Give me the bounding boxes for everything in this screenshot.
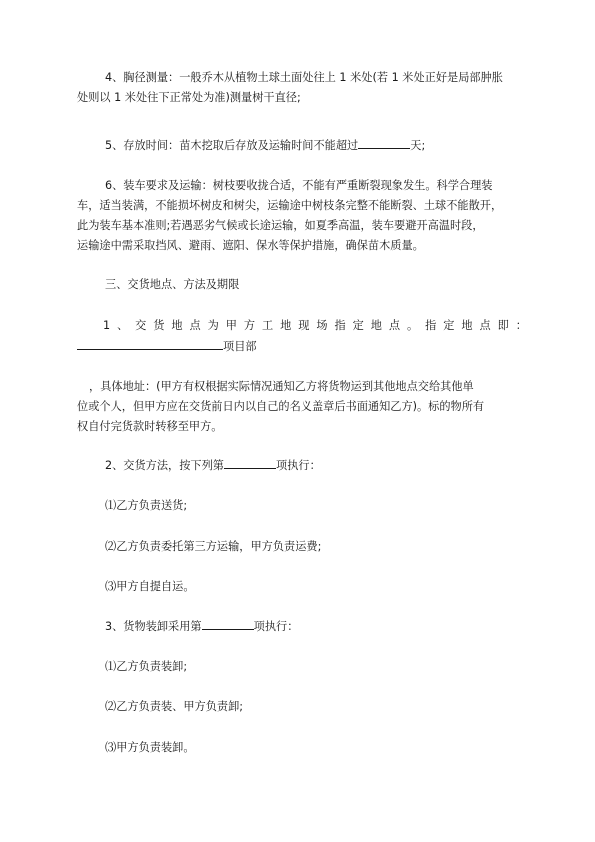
char: 。 <box>407 319 419 332</box>
char: 地 <box>280 319 292 332</box>
loading-option-2: ⑵乙方负责装、甲方负责卸; <box>105 700 244 713</box>
item-5-text-after: 天; <box>410 139 426 152</box>
char: 工 <box>262 319 274 332</box>
loading-option-3: ⑶甲方负责装卸。 <box>105 741 195 754</box>
item-5-storage-time <box>77 135 527 156</box>
char: 点 <box>388 319 401 332</box>
char: 指 <box>334 319 346 332</box>
delivery-place-line-1 <box>77 316 527 336</box>
char: 点 <box>189 319 201 332</box>
delivery-option-3: ⑶甲方自提自运。 <box>105 580 195 593</box>
delivery-method-after: 项执行： <box>276 459 321 472</box>
char: 地 <box>370 319 382 332</box>
delivery-method-clause <box>77 455 527 476</box>
section-three-heading: 三、交货地点、方法及期限 <box>105 278 240 291</box>
char: 现 <box>298 319 310 332</box>
char: 点 <box>479 319 491 332</box>
delivery-place-line-2 <box>77 336 527 357</box>
char: 为 <box>207 319 219 332</box>
delivery-place-paragraph <box>77 316 527 357</box>
char: 交 <box>135 319 147 332</box>
delivery-method-blank[interactable] <box>224 455 276 469</box>
item-6-line-1: 6、装车要求及运输：树枝要收拢合适，不能有严重断裂现象发生。科学合理装 <box>105 179 493 192</box>
item-4-line-1: 4、胸径测量：一般乔木从植物土球土面处往上 1 米处(若 1 米处正好是局部肿胀 <box>105 71 503 84</box>
loading-method-clause <box>77 616 527 637</box>
item-6-line-4: 运输途中需采取挡风、避雨、遮阳、保水等保护措施，确保苗木质量。 <box>77 239 424 252</box>
char: 地 <box>171 319 183 332</box>
address-line-3: 权自付完货款时转移至甲方。 <box>77 420 223 433</box>
char: 1 <box>103 319 111 332</box>
project-department-blank[interactable] <box>77 336 223 350</box>
specific-address-paragraph <box>77 377 527 437</box>
project-department-label: 项目部 <box>223 340 257 353</box>
delivery-option-2: ⑵乙方负责委托第三方运输，甲方负责运费; <box>105 540 322 553</box>
char: 地 <box>461 319 473 332</box>
item-4-chest-diameter <box>77 68 527 108</box>
item-5-text-before: 5、存放时间：苗木挖取后存放及运输时间不能超过 <box>105 139 359 152</box>
char: 定 <box>443 319 455 332</box>
item-6-line-3: 此为装车基本准则;若遇恶劣气候或长途运输，如夏季高温，装车要避开高温时段， <box>77 219 484 232</box>
char: 指 <box>425 319 437 332</box>
char: 、 <box>117 319 129 332</box>
char: 方 <box>243 319 256 332</box>
char: 场 <box>316 319 328 332</box>
delivery-option-1: ⑴乙方负责送货; <box>105 499 188 512</box>
item-5-days-blank[interactable] <box>358 135 410 149</box>
loading-option-1: ⑴乙方负责装卸; <box>105 660 188 673</box>
char: 货 <box>153 319 165 332</box>
loading-method-blank[interactable] <box>202 616 254 630</box>
address-line-1: ，具体地址：(甲方有权根据实际情况通知乙方将货物运到其他地点交给其他单 <box>89 380 474 393</box>
char: 即 <box>497 319 509 332</box>
item-6-line-2: 车，适当装满，不能损坏树皮和树尖，运输途中树枝条完整不能断裂、土球不能散开， <box>77 199 503 212</box>
item-6-loading-transport <box>77 176 527 256</box>
loading-method-before: 3、货物装卸采用第 <box>105 620 202 633</box>
char: 定 <box>352 319 364 332</box>
loading-method-after: 项执行： <box>253 620 299 633</box>
char: 甲 <box>225 319 237 332</box>
address-line-2: 位或个人，但甲方应在交货前日内以自己的名义盖章后书面通知乙方)。标的物所有 <box>77 400 485 413</box>
char: ： <box>515 319 527 332</box>
delivery-method-before: 2、交货方法，按下列第 <box>105 459 224 472</box>
item-4-line-2: 处则以 1 米处往下正常处为准)测量树干直径; <box>77 91 301 104</box>
